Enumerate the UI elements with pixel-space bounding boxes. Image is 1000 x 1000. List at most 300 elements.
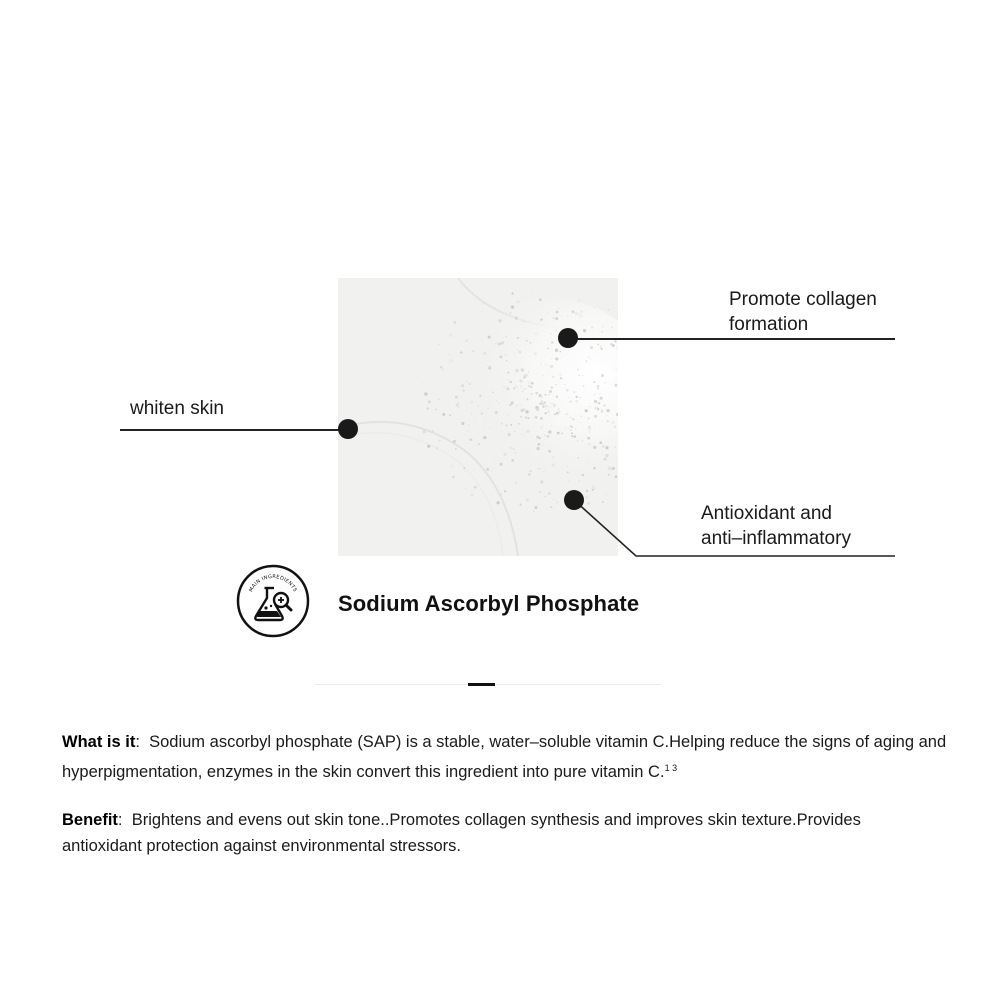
powder-grain (438, 344, 440, 346)
powder-grain (548, 394, 550, 396)
powder-grain (520, 433, 522, 435)
powder-grain (508, 379, 510, 381)
callout-collagen-dot (558, 328, 578, 348)
powder-grain (572, 419, 573, 420)
powder-grain (441, 368, 444, 371)
powder-grain (513, 387, 515, 389)
powder-grain (519, 404, 520, 405)
powder-grain (600, 348, 602, 350)
powder-grain (582, 375, 583, 376)
powder-grain (588, 426, 591, 429)
powder-grain (594, 415, 597, 418)
powder-grain (511, 306, 514, 309)
powder-grain (532, 466, 535, 469)
powder-grain (526, 445, 527, 446)
powder-grain (509, 312, 511, 314)
powder-grain (603, 404, 605, 406)
powder-grain (481, 310, 482, 311)
powder-grain (590, 346, 593, 349)
powder-grain (593, 467, 595, 469)
powder-grain (467, 430, 468, 431)
powder-grain (531, 382, 534, 385)
powder-grain (535, 416, 538, 419)
powder-grain (489, 379, 492, 382)
powder-grain (540, 480, 543, 483)
powder-grain (501, 431, 502, 432)
powder-grain (558, 408, 560, 410)
powder-grain (567, 427, 570, 430)
powder-grain (593, 446, 596, 449)
powder-grain (571, 426, 573, 428)
powder-grain (540, 318, 542, 320)
powder-grain (439, 440, 441, 442)
powder-grain (507, 372, 509, 374)
powder-grain (481, 412, 483, 414)
powder-grain (463, 389, 465, 391)
powder-grain (489, 305, 490, 306)
powder-grain (567, 396, 569, 398)
powder-grain (464, 470, 465, 471)
powder-grain (609, 458, 611, 460)
powder-grain (511, 459, 514, 462)
powder-grain (554, 413, 556, 415)
powder-grain (506, 387, 509, 390)
powder-grain (546, 402, 547, 403)
powder-grain (452, 475, 455, 478)
powder-grain (476, 445, 477, 446)
powder-grain (469, 383, 471, 385)
powder-grain (571, 435, 573, 437)
powder-grain (557, 432, 560, 435)
powder-grain (606, 415, 607, 416)
powder-grain (547, 486, 549, 488)
powder-grain (607, 441, 608, 442)
powder-grain (511, 292, 513, 294)
powder-grain (493, 459, 495, 461)
powder-grain (510, 381, 512, 383)
powder-grain (551, 387, 553, 389)
powder-grain (506, 336, 507, 337)
powder-grain (524, 388, 526, 390)
powder-grain (502, 318, 504, 320)
powder-grain (479, 395, 481, 397)
powder-grain (553, 376, 555, 378)
powder-grain (535, 392, 538, 395)
powder-grain (445, 430, 447, 432)
callout-collagen-leader (574, 338, 895, 340)
powder-grain (580, 406, 582, 408)
powder-grain (532, 291, 533, 292)
powder-grain (606, 409, 609, 412)
powder-grain (588, 450, 590, 452)
powder-grain (459, 407, 460, 408)
powder-grain (519, 379, 522, 382)
powder-grain (547, 348, 549, 350)
powder-grain (565, 427, 566, 428)
powder-grain (428, 400, 431, 403)
powder-grain (578, 300, 581, 303)
powder-grain (436, 447, 438, 449)
powder-grain (545, 294, 547, 296)
powder-grain (567, 471, 569, 473)
powder-grain (615, 475, 618, 478)
powder-grain (517, 337, 519, 339)
powder-grain (534, 352, 535, 353)
what-is-it-separator: : (135, 733, 140, 751)
powder-grain (465, 339, 468, 342)
powder-grain (498, 342, 501, 345)
powder-grain (561, 432, 563, 434)
powder-grain (553, 317, 555, 319)
powder-grain (556, 396, 558, 398)
powder-grain (453, 440, 456, 443)
powder-grain (552, 456, 553, 457)
powder-grain (479, 420, 482, 423)
powder-grain (528, 470, 529, 471)
powder-grain (526, 340, 527, 341)
powder-grain (474, 486, 477, 489)
powder-grain (525, 416, 527, 418)
powder-grain (535, 332, 538, 335)
powder-grain (546, 311, 548, 313)
powder-grain (470, 401, 473, 404)
powder-grain (489, 406, 490, 407)
what-is-it-text: Sodium ascorbyl phosphate (SAP) is a stable, water–soluble vitamin C.Helping reduce the signs of aging and hyperpigmentation, enzymes in the skin convert this ingredient into pure vitamin C. (62, 733, 947, 781)
powder-grain (540, 417, 543, 420)
powder-grain (564, 384, 565, 385)
powder-grain (517, 350, 518, 351)
powder-grain (519, 332, 520, 333)
powder-grain (539, 468, 540, 469)
powder-grain (534, 506, 537, 509)
powder-grain (556, 330, 557, 331)
powder-grain (540, 426, 543, 429)
powder-grain (455, 448, 457, 450)
powder-grain (583, 329, 586, 332)
powder-grain (443, 403, 446, 406)
powder-grain (525, 410, 528, 413)
powder-grain (520, 404, 523, 407)
powder-grain (610, 343, 613, 346)
powder-grain (483, 436, 486, 439)
powder-grain (499, 463, 502, 466)
powder-grain (608, 466, 611, 469)
powder-grain (585, 360, 588, 363)
powder-grain (553, 494, 555, 496)
powder-grain (487, 408, 488, 409)
ingredient-name: Sodium Ascorbyl Phosphate (338, 591, 640, 616)
powder-grain (568, 481, 569, 482)
powder-grain (606, 420, 609, 423)
powder-grain (594, 381, 596, 383)
powder-grain (555, 317, 558, 320)
powder-grain (538, 443, 541, 446)
powder-grain (447, 352, 450, 355)
powder-grain (612, 421, 615, 424)
what-is-it-footnote: 1 3 (664, 763, 678, 773)
powder-grain (558, 308, 559, 309)
powder-grain (514, 431, 515, 432)
powder-grain (461, 362, 463, 364)
powder-grain (519, 365, 520, 366)
powder-grain (496, 501, 499, 504)
powder-grain (560, 445, 563, 448)
powder-grain (566, 414, 567, 415)
powder-grain (570, 429, 572, 431)
powder-grain (579, 422, 580, 423)
powder-grain (614, 340, 616, 342)
powder-grain (528, 385, 530, 387)
powder-grain (594, 307, 595, 308)
powder-grain (559, 411, 560, 412)
powder-grain (543, 375, 544, 376)
powder-grain (544, 435, 545, 436)
powder-grain (448, 359, 451, 362)
powder-grain (530, 342, 532, 344)
powder-grain (486, 382, 489, 385)
powder-grain (475, 406, 477, 408)
powder-grain (542, 404, 543, 405)
powder-grain (585, 333, 586, 334)
powder-grain (573, 442, 575, 444)
powder-grain (577, 369, 579, 371)
powder-grain (614, 384, 617, 387)
powder-grain (615, 368, 617, 370)
powder-grain (515, 369, 518, 372)
powder-grain (481, 338, 482, 339)
powder-grain (548, 450, 551, 453)
powder-grain (547, 410, 550, 413)
powder-grain (549, 406, 551, 408)
powder-grain (523, 509, 525, 511)
powder-grain (461, 422, 464, 425)
powder-grain (538, 437, 540, 439)
main-ingredients-badge (236, 564, 310, 638)
powder-grain (579, 314, 580, 315)
powder-grain (450, 354, 453, 357)
powder-grain (433, 354, 436, 357)
powder-grain (491, 406, 492, 407)
powder-grain (480, 362, 481, 363)
powder-grain (552, 463, 555, 466)
powder-grain (496, 400, 497, 401)
powder-grain (586, 436, 587, 437)
powder-grain (486, 468, 489, 471)
powder-grain (542, 425, 543, 426)
powder-grain (544, 496, 545, 497)
powder-grain (614, 446, 616, 448)
powder-grain (465, 429, 466, 430)
powder-grain (588, 324, 589, 325)
powder-grain (548, 373, 549, 374)
powder-grain (471, 494, 474, 497)
powder-grain (591, 326, 593, 328)
powder-grain (506, 360, 507, 361)
powder-grain (526, 498, 529, 501)
powder-grain (471, 413, 472, 414)
powder-grain (588, 417, 590, 419)
powder-grain (500, 449, 503, 452)
powder-grain (572, 310, 575, 313)
powder-grain (585, 409, 588, 412)
powder-grain (471, 414, 472, 415)
powder-grain (478, 443, 480, 445)
powder-grain (539, 491, 541, 493)
powder-grain (567, 316, 569, 318)
powder-grain (602, 326, 604, 328)
powder-grain (599, 393, 600, 394)
powder-grain (487, 387, 488, 388)
powder-grain (520, 409, 523, 412)
powder-grain (423, 383, 424, 384)
powder-grain (542, 405, 544, 407)
powder-grain (435, 387, 436, 388)
powder-grain (518, 423, 520, 425)
powder-grain (504, 490, 506, 492)
powder-grain (515, 385, 518, 388)
powder-grain (438, 399, 440, 401)
powder-grain (545, 289, 547, 291)
powder-grain (539, 298, 542, 301)
powder-grain (530, 464, 531, 465)
callout-antioxidant-line2: anti–inflammatory (701, 528, 851, 549)
powder-grain (485, 370, 487, 372)
powder-grain (500, 493, 502, 495)
powder-grain (548, 414, 551, 417)
powder-grain (472, 383, 473, 384)
callout-antioxidant-leader (560, 488, 900, 560)
callout-antioxidant-dot (564, 490, 584, 510)
callout-collagen-line2: formation (729, 314, 809, 335)
powder-grain (527, 338, 529, 340)
powder-grain (498, 403, 499, 404)
powder-grain (483, 427, 484, 428)
powder-grain (543, 445, 544, 446)
powder-grain (526, 430, 529, 433)
powder-grain (424, 392, 427, 395)
powder-grain (545, 407, 548, 410)
benefit-label: Benefit (62, 811, 118, 829)
powder-grain (523, 514, 525, 516)
powder-grain (559, 351, 561, 353)
powder-grain (468, 317, 469, 318)
powder-grain (465, 488, 467, 490)
powder-grain (502, 447, 503, 448)
powder-grain (512, 448, 514, 450)
powder-grain (587, 437, 590, 440)
powder-grain (475, 391, 476, 392)
powder-grain (477, 406, 479, 408)
powder-grain (543, 404, 544, 405)
powder-grain (594, 400, 597, 403)
powder-grain (493, 468, 495, 470)
powder-grain (432, 430, 434, 432)
powder-grain (597, 385, 600, 388)
powder-grain (605, 454, 608, 457)
powder-grain (495, 411, 498, 414)
powder-grain (532, 393, 533, 394)
powder-grain (469, 427, 470, 428)
powder-grain (503, 385, 505, 387)
powder-grain (551, 425, 552, 426)
powder-grain (427, 445, 430, 448)
powder-grain (519, 504, 521, 506)
powder-grain (463, 467, 465, 469)
powder-grain (597, 344, 599, 346)
powder-grain (600, 346, 601, 347)
powder-grain (610, 430, 611, 431)
powder-grain (535, 431, 536, 432)
powder-grain (581, 416, 582, 417)
powder-grain (501, 342, 503, 344)
powder-grain (604, 382, 605, 383)
powder-grain (608, 474, 610, 476)
powder-grain (583, 385, 585, 387)
powder-grain (555, 349, 558, 352)
powder-grain (455, 396, 458, 399)
powder-grain (521, 368, 524, 371)
powder-grain (544, 471, 545, 472)
powder-grain (604, 458, 607, 461)
powder-grain (516, 330, 519, 333)
divider-indicator (468, 683, 495, 686)
powder-grain (442, 413, 445, 416)
powder-grain (503, 453, 506, 456)
powder-grain (536, 408, 539, 411)
powder-grain (550, 333, 551, 334)
powder-grain (615, 395, 616, 396)
powder-grain (570, 401, 572, 403)
powder-grain (589, 431, 591, 433)
powder-grain (555, 405, 558, 408)
powder-grain (595, 407, 598, 410)
powder-grain (507, 385, 510, 388)
powder-grain (599, 441, 602, 444)
powder-grain (582, 474, 584, 476)
powder-grain (566, 389, 569, 392)
powder-grain (556, 502, 557, 503)
powder-grain (497, 365, 500, 368)
powder-grain (507, 446, 508, 447)
powder-grain (556, 412, 559, 415)
powder-grain (550, 365, 553, 368)
powder-grain (488, 367, 491, 370)
powder-grain (460, 351, 462, 353)
powder-grain (530, 470, 532, 472)
powder-grain (530, 295, 531, 296)
powder-grain (599, 397, 602, 400)
powder-grain (517, 300, 519, 302)
powder-grain (507, 414, 509, 416)
powder-grain (534, 353, 536, 355)
powder-grain (523, 434, 524, 435)
powder-grain (472, 350, 474, 352)
powder-grain (561, 316, 562, 317)
callout-antioxidant-line1: Antioxidant and (701, 503, 832, 524)
powder-grain (548, 430, 551, 433)
powder-grain (573, 435, 576, 438)
powder-grain (594, 430, 595, 431)
powder-grain (537, 479, 539, 481)
powder-grain (553, 476, 555, 478)
powder-grain (468, 425, 470, 427)
powder-grain (530, 386, 532, 388)
powder-grain (536, 447, 539, 450)
powder-grain (528, 381, 531, 384)
powder-grain (611, 327, 612, 328)
powder-grain (514, 352, 516, 354)
powder-grain (456, 404, 459, 407)
